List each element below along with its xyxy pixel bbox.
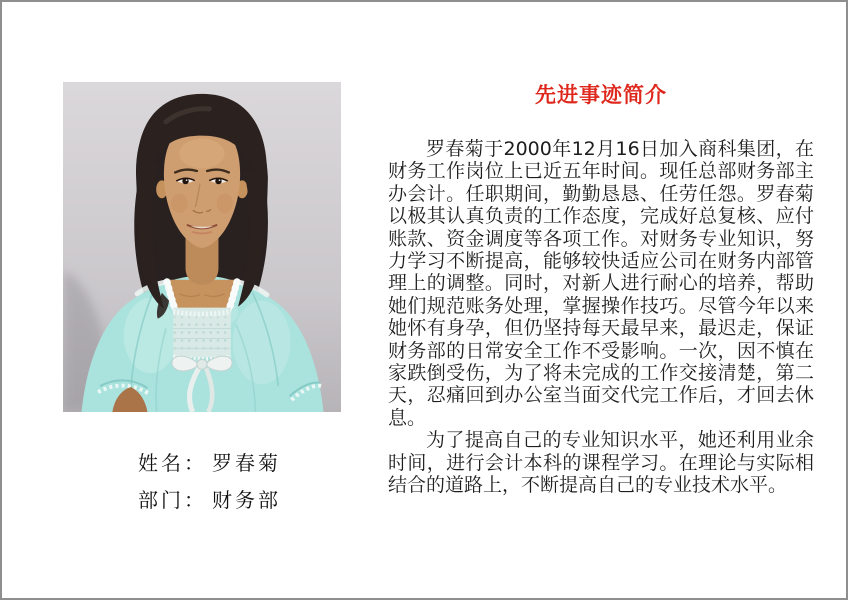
bio-paragraph-2: 为了提高自己的专业知识水平，她还利用业余时间，进行会计本科的课程学习。在理论与实际相结合的道路上，不断提高自己的专业技术水平。 bbox=[388, 429, 814, 497]
biography-section bbox=[388, 84, 814, 497]
department-field bbox=[138, 489, 281, 511]
department-value: 财务部 bbox=[212, 488, 281, 512]
bio-paragraph-1: 罗春菊于2000年12月16日加入商科集团，在财务工作岗位上已近五年时间。现任总部财务部主办会计。任职期间，勤勤恳恳、任劳任怨。罗春菊以极其认真负责的工作态度，完成好总复核、应付账款、资金调度等各项工作。对财务专业知识，努力学习不断提高，能够较快适应公司在财务内部管理上的调整。同时，对新人进行耐心的培养，帮助她们规范账务处理，掌握操作技巧。尽管今年以来她怀有身孕，但仍坚持每天最早来，最迟走，保证财务部的日常安全工作不受影响。一次，因不慎在家跌倒受伤，为了将未完成的工作交接清楚，第二天，忍痛回到办公室当面交代完工作后，才回去休息。 bbox=[388, 138, 814, 429]
section-title: 先进事迹简介 bbox=[535, 83, 667, 107]
employee-portrait-illustration bbox=[63, 82, 341, 412]
employee-photo bbox=[63, 82, 341, 412]
department-label: 部门： bbox=[138, 488, 207, 512]
employee-info-fields bbox=[138, 452, 281, 526]
name-label: 姓名： bbox=[138, 451, 207, 475]
name-field bbox=[138, 452, 281, 474]
name-value: 罗春菊 bbox=[212, 451, 281, 475]
